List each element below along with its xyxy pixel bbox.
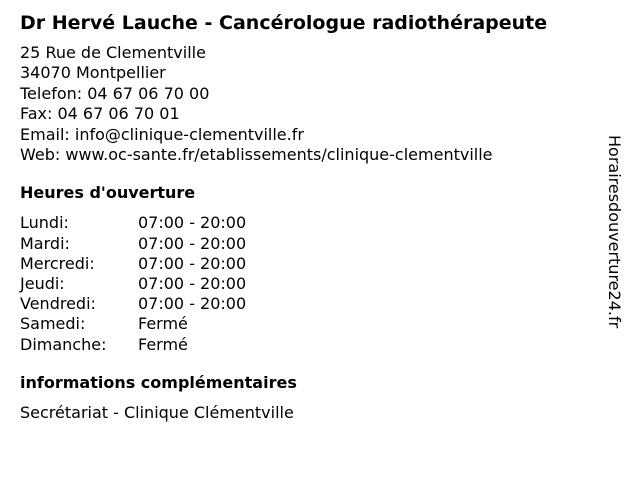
street-address: 25 Rue de Clementville bbox=[20, 43, 206, 62]
day-label: Mercredi: bbox=[20, 253, 95, 273]
day-label: Jeudi: bbox=[20, 274, 65, 294]
additional-info-heading: informations complémentaires bbox=[20, 372, 297, 392]
site-watermark: Horairesdouverture24.fr bbox=[605, 135, 624, 329]
address-block bbox=[20, 43, 600, 165]
day-label: Dimanche: bbox=[20, 334, 107, 354]
email-address: Email: info@clinique-clementville.fr bbox=[20, 124, 304, 144]
opening-hours-heading: Heures d'ouverture bbox=[20, 183, 196, 203]
hours-row-saturday bbox=[20, 314, 600, 334]
day-label: Lundi: bbox=[20, 213, 69, 233]
hours-row-thursday bbox=[20, 274, 600, 294]
fax-number: Fax: 04 67 06 70 01 bbox=[20, 104, 180, 124]
hours-value: 07:00 - 20:00 bbox=[138, 274, 247, 294]
additional-info-text: Secrétariat - Clinique Clémentville bbox=[20, 402, 294, 422]
hours-row-tuesday bbox=[20, 234, 600, 254]
business-listing bbox=[20, 10, 600, 423]
hours-row-friday bbox=[20, 294, 600, 314]
hours-value: 07:00 - 20:00 bbox=[138, 233, 247, 253]
city-postcode: 34070 Montpellier bbox=[20, 63, 166, 83]
hours-value: 07:00 - 20:00 bbox=[138, 213, 247, 233]
website-address: Web: www.oc-sante.fr/etablissements/clinique-clementville bbox=[20, 145, 493, 165]
hours-row-monday bbox=[20, 213, 600, 233]
page-title: Dr Hervé Lauche - Cancérologue radiothérapeute bbox=[20, 12, 548, 34]
hours-value: 07:00 - 20:00 bbox=[138, 294, 247, 314]
phone-number: Telefon: 04 67 06 70 00 bbox=[20, 83, 210, 103]
hours-value: Fermé bbox=[138, 334, 188, 354]
hours-value: 07:00 - 20:00 bbox=[138, 253, 247, 273]
opening-hours-table bbox=[20, 213, 600, 354]
day-label: Samedi: bbox=[20, 314, 86, 334]
hours-row-sunday bbox=[20, 335, 600, 355]
hours-value: Fermé bbox=[138, 314, 188, 334]
day-label: Mardi: bbox=[20, 233, 70, 253]
hours-row-wednesday bbox=[20, 254, 600, 274]
day-label: Vendredi: bbox=[20, 294, 96, 314]
